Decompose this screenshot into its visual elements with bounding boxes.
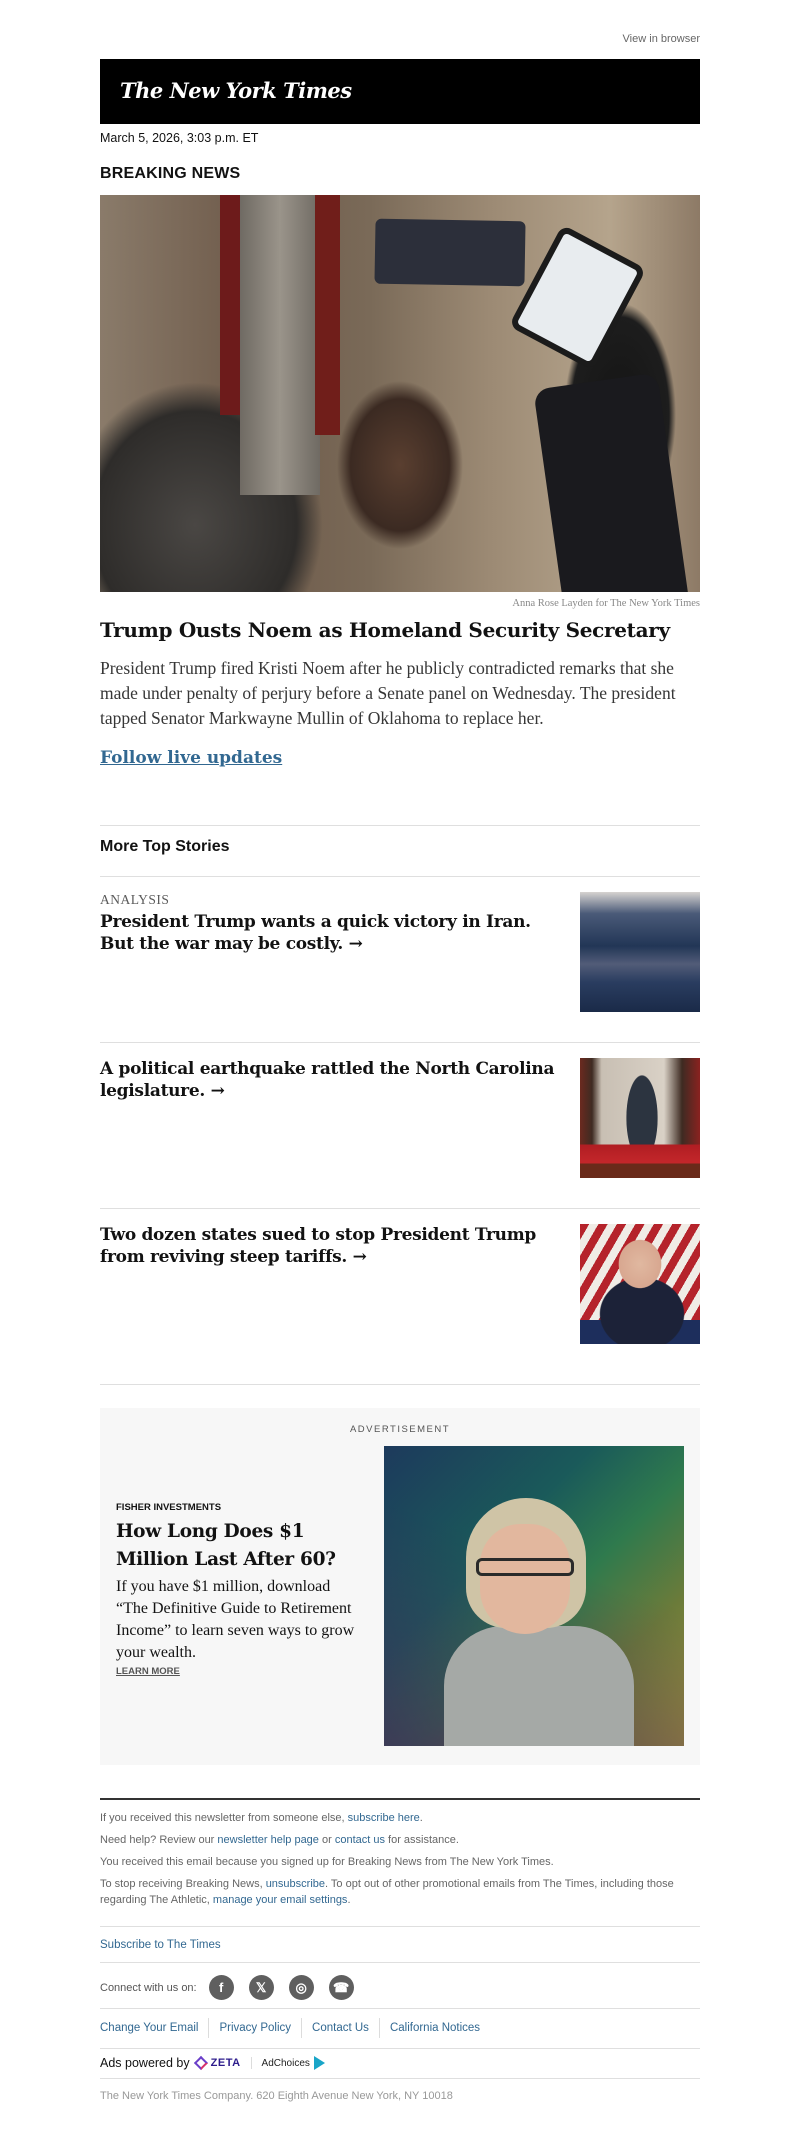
- newsletter-help-page-link[interactable]: newsletter help page: [217, 1834, 319, 1846]
- zeta-text: ZETA: [210, 2057, 241, 2069]
- footer-text: If you received this newsletter from someone else,: [100, 1812, 348, 1824]
- company-address: The New York Times Company. 620 Eighth Avenue New York, NY 10018: [100, 2090, 453, 2102]
- story-item[interactable]: [100, 892, 700, 955]
- story-label: ANALYSIS: [100, 892, 170, 907]
- privacy-policy-link[interactable]: Privacy Policy: [208, 2018, 301, 2038]
- ad-title[interactable]: How Long Does $1 Million Last After 60?: [116, 1521, 336, 1570]
- story-thumbnail[interactable]: [580, 892, 700, 1012]
- divider: [100, 825, 700, 826]
- divider: [100, 1208, 700, 1209]
- footer-help-note: [100, 1832, 700, 1848]
- divider: [100, 2078, 700, 2079]
- divider: [100, 2008, 700, 2009]
- story-thumbnail[interactable]: [580, 1224, 700, 1344]
- adchoices-icon: [314, 2056, 325, 2070]
- adchoices-text: AdChoices: [261, 2057, 310, 2069]
- footer-divider: [100, 1798, 700, 1800]
- masthead[interactable]: [100, 59, 700, 124]
- footer-text: . To opt out of other promotional emails from The Times, including those regarding The Athletic,: [100, 1878, 674, 1906]
- hero-phone-decoration: [509, 224, 647, 370]
- footer-text: for assistance.: [384, 1834, 459, 1846]
- change-email-link[interactable]: Change Your Email: [100, 2022, 199, 2034]
- lead-summary: President Trump fired Kristi Noem after he publicly contradicted remarks that she made under penalty of perjury before a Senate panel on Wednesday. The president tapped Senator Markwayne Mullin of Oklahoma to replace her.: [100, 658, 676, 728]
- ad-image-face: [480, 1524, 570, 1634]
- ad-image[interactable]: [384, 1446, 684, 1746]
- divider: [100, 1384, 700, 1385]
- manage-email-settings-link[interactable]: manage your email settings: [212, 1894, 348, 1906]
- adchoices-link[interactable]: [262, 2056, 325, 2070]
- lead-headline[interactable]: Trump Ousts Noem as Homeland Security Secretary: [100, 618, 670, 642]
- view-in-browser-link[interactable]: View in browser: [622, 33, 700, 45]
- x-twitter-icon[interactable]: 𝕏: [249, 1975, 274, 2000]
- ad-body: If you have $1 million, download “The Definitive Guide to Retirement Income” to learn seven ways to grow your wealth.: [116, 1578, 355, 1661]
- ads-powered-row: [100, 2056, 325, 2070]
- connect-label: Connect with us on:: [100, 1981, 197, 1994]
- footer-unsubscribe-note: [100, 1876, 700, 1908]
- hero-pillar-decoration: [240, 195, 320, 495]
- subscribe-to-times-link[interactable]: Subscribe to The Times: [100, 1939, 221, 1951]
- photo-credit: Anna Rose Layden for The New York Times: [512, 598, 700, 609]
- nyt-logo: The New York Times: [120, 78, 352, 103]
- story-item[interactable]: [100, 1058, 700, 1102]
- footer-links: [100, 2018, 490, 2038]
- footer-text: To stop receiving Breaking News,: [100, 1878, 266, 1890]
- more-top-stories-title: More Top Stories: [100, 838, 230, 855]
- send-date: March 5, 2026, 3:03 p.m. ET: [100, 131, 259, 145]
- whatsapp-icon[interactable]: ☎: [329, 1975, 354, 2000]
- hero-phone-decoration: [533, 373, 692, 592]
- divider: [100, 876, 700, 877]
- california-notices-link[interactable]: California Notices: [379, 2018, 490, 2038]
- divider: [100, 1962, 700, 1963]
- story-title[interactable]: Two dozen states sued to stop President Trump from reviving steep tariffs. →: [100, 1225, 536, 1267]
- zeta-diamond-icon: [194, 2056, 208, 2070]
- breaking-news-kicker: BREAKING NEWS: [100, 165, 241, 182]
- lead-story-image[interactable]: [100, 195, 700, 592]
- divider: [100, 1926, 700, 1927]
- hero-drape-decoration: [315, 195, 340, 435]
- divider: [100, 2048, 700, 2049]
- hero-phone-decoration: [374, 219, 525, 287]
- instagram-icon[interactable]: ◎: [289, 1975, 314, 2000]
- ad-image-glasses: [476, 1558, 574, 1576]
- advertisement-label: ADVERTISEMENT: [349, 1424, 451, 1435]
- unsubscribe-link[interactable]: unsubscribe: [265, 1878, 326, 1890]
- footer-text: Need help? Review our: [100, 1834, 218, 1846]
- footer-signup-note: You received this email because you signed up for Breaking News from The New York Times.: [100, 1856, 554, 1868]
- social-connect-row: [100, 1975, 369, 2000]
- facebook-icon[interactable]: f: [209, 1975, 234, 2000]
- footer-forward-note: [100, 1810, 700, 1826]
- zeta-logo[interactable]: [196, 2057, 252, 2069]
- ad-learn-more-link[interactable]: LEARN MORE: [116, 1666, 180, 1677]
- follow-live-updates-link[interactable]: Follow live updates: [100, 748, 283, 768]
- contact-us-link[interactable]: Contact Us: [301, 2018, 379, 2038]
- story-thumbnail[interactable]: [580, 1058, 700, 1178]
- footer-text: .: [419, 1812, 423, 1824]
- contact-us-inline-link[interactable]: contact us: [334, 1834, 385, 1846]
- ads-powered-label: Ads powered by: [100, 2056, 190, 2070]
- ad-sponsor: FISHER INVESTMENTS: [116, 1502, 222, 1513]
- story-title[interactable]: President Trump wants a quick victory in Iran. But the war may be costly. →: [100, 912, 531, 954]
- divider: [100, 1042, 700, 1043]
- ad-image-shirt: [444, 1626, 634, 1746]
- story-title[interactable]: A political earthquake rattled the North Carolina legislature. →: [100, 1059, 555, 1101]
- footer-text: or: [318, 1834, 335, 1846]
- story-item[interactable]: [100, 1224, 700, 1268]
- advertisement-block[interactable]: [100, 1408, 700, 1765]
- subscribe-here-link[interactable]: subscribe here: [347, 1812, 420, 1824]
- footer-text: .: [347, 1894, 351, 1906]
